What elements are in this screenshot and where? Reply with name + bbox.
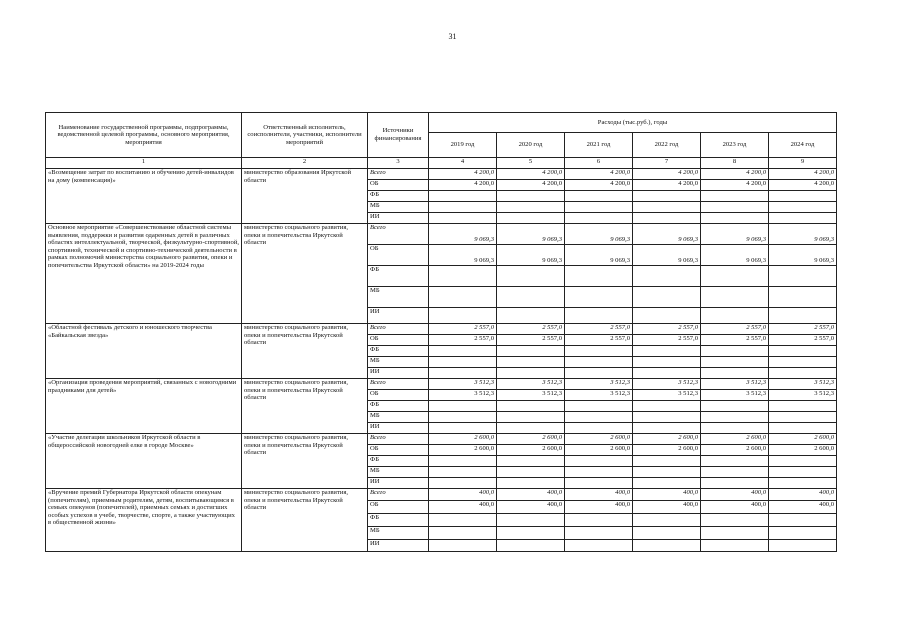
funding-source: ФБ — [368, 401, 429, 412]
column-number: 4 — [429, 158, 497, 169]
expense-value — [701, 478, 769, 489]
expense-value: 2 600,0 — [633, 434, 701, 445]
column-number-row — [46, 158, 837, 169]
header-expenses: Расходы (тыс.руб.), годы — [429, 113, 837, 133]
expense-value — [429, 202, 497, 213]
expense-value — [429, 346, 497, 357]
expense-value — [769, 213, 837, 224]
funding-source: МБ — [368, 202, 429, 213]
expense-value — [497, 478, 565, 489]
expense-value — [497, 357, 565, 368]
expense-value — [497, 368, 565, 379]
expense-value: 2 600,0 — [701, 434, 769, 445]
funding-source: ИИ — [368, 478, 429, 489]
expense-value — [633, 368, 701, 379]
expense-value: 9 069,3 — [769, 245, 837, 266]
expense-value — [769, 467, 837, 478]
expense-value — [769, 368, 837, 379]
funding-source: МБ — [368, 287, 429, 308]
expense-value: 2 557,0 — [429, 324, 497, 335]
expense-value — [701, 266, 769, 287]
header-year: 2023 год — [701, 133, 769, 158]
expense-value — [565, 346, 633, 357]
expense-value: 3 512,3 — [701, 379, 769, 390]
expense-value: 400,0 — [769, 489, 837, 501]
expense-value — [497, 412, 565, 423]
expense-value — [769, 191, 837, 202]
executor: министерство социального развития, опеки и попечительства Иркутской области — [242, 434, 368, 489]
expense-value: 400,0 — [701, 501, 769, 514]
expense-value — [633, 514, 701, 527]
expense-value: 3 512,3 — [701, 390, 769, 401]
expense-value: 4 200,0 — [429, 169, 497, 180]
funding-source: Всего — [368, 379, 429, 390]
expense-value: 9 069,3 — [497, 224, 565, 245]
expense-value: 9 069,3 — [497, 245, 565, 266]
expense-value — [565, 412, 633, 423]
expense-value — [633, 456, 701, 467]
column-number: 2 — [242, 158, 368, 169]
funding-source: ОБ — [368, 245, 429, 266]
expense-value: 4 200,0 — [497, 169, 565, 180]
expense-value: 9 069,3 — [633, 245, 701, 266]
funding-source: ОБ — [368, 335, 429, 346]
expense-value: 4 200,0 — [429, 180, 497, 191]
expense-value: 2 557,0 — [701, 335, 769, 346]
expense-value: 400,0 — [565, 489, 633, 501]
expense-value — [769, 346, 837, 357]
header-name: Наименование государственной программы, подпрограммы, ведомственной целевой программы, основного мероприятия, мероприятия — [46, 113, 242, 158]
expense-value — [769, 308, 837, 324]
expense-value — [429, 527, 497, 540]
expense-value: 400,0 — [769, 501, 837, 514]
expense-value: 9 069,3 — [565, 224, 633, 245]
expense-value: 400,0 — [429, 489, 497, 501]
expense-value: 2 600,0 — [565, 445, 633, 456]
expense-value — [633, 478, 701, 489]
expense-value: 2 600,0 — [769, 434, 837, 445]
expense-value — [633, 266, 701, 287]
column-number: 5 — [497, 158, 565, 169]
expense-value: 400,0 — [633, 501, 701, 514]
expense-value: 4 200,0 — [769, 169, 837, 180]
expense-value — [565, 368, 633, 379]
funding-source: Всего — [368, 324, 429, 335]
expense-value — [429, 423, 497, 434]
expense-value — [429, 213, 497, 224]
expense-value — [701, 357, 769, 368]
expense-value: 2 557,0 — [633, 324, 701, 335]
expense-value: 4 200,0 — [701, 180, 769, 191]
expense-value: 3 512,3 — [565, 379, 633, 390]
funding-source: Всего — [368, 489, 429, 501]
expense-value: 2 600,0 — [429, 445, 497, 456]
expense-value — [429, 266, 497, 287]
expense-value — [701, 368, 769, 379]
expense-value — [497, 308, 565, 324]
expense-value — [429, 467, 497, 478]
expense-value — [633, 527, 701, 540]
expense-value — [633, 346, 701, 357]
expense-value: 3 512,3 — [769, 379, 837, 390]
expense-value: 4 200,0 — [769, 180, 837, 191]
expense-value: 3 512,3 — [429, 379, 497, 390]
expense-value — [565, 287, 633, 308]
expense-value: 400,0 — [497, 489, 565, 501]
funding-source: ИИ — [368, 423, 429, 434]
header-year: 2020 год — [497, 133, 565, 158]
expense-value: 2 600,0 — [633, 445, 701, 456]
expense-value — [633, 308, 701, 324]
expense-value — [633, 412, 701, 423]
expense-value — [701, 191, 769, 202]
expense-value — [429, 456, 497, 467]
funding-source: ИИ — [368, 308, 429, 324]
measure-name: «Организация проведения мероприятий, связанных с новогодними праздниками для детей» — [46, 379, 242, 434]
funding-source: ФБ — [368, 266, 429, 287]
expense-value — [429, 514, 497, 527]
measure-name: Основное мероприятие «Совершенствование областной системы выявления, поддержки и развития одаренных детей в различных областях интеллектуальной, творческой, физкультурно-спортивной, спортивной, технической и спортивно-технической деятельности в рамках полномочий министерства социального развития, опеки и попечительства Иркутской области» на 2019-2024 годы — [46, 224, 242, 324]
expense-value — [633, 287, 701, 308]
table-row — [46, 379, 837, 390]
expense-value — [429, 401, 497, 412]
table-body — [46, 169, 837, 552]
expense-value: 400,0 — [701, 489, 769, 501]
expense-value — [633, 191, 701, 202]
expense-value — [701, 202, 769, 213]
expense-value — [633, 401, 701, 412]
expense-value — [769, 357, 837, 368]
table-row — [46, 324, 837, 335]
expense-value: 9 069,3 — [701, 245, 769, 266]
expense-value — [701, 287, 769, 308]
expense-value — [565, 357, 633, 368]
expense-value — [565, 308, 633, 324]
expense-value — [769, 514, 837, 527]
expense-value: 9 069,3 — [429, 224, 497, 245]
expense-value — [701, 423, 769, 434]
funding-source: Всего — [368, 434, 429, 445]
table-row — [46, 169, 837, 180]
expense-value: 2 557,0 — [497, 324, 565, 335]
funding-source: Всего — [368, 169, 429, 180]
column-number: 7 — [633, 158, 701, 169]
expense-value: 2 557,0 — [429, 335, 497, 346]
expense-value — [565, 266, 633, 287]
executor: министерство социального развития, опеки и попечительства Иркутской области — [242, 324, 368, 379]
expense-value — [701, 527, 769, 540]
column-number: 8 — [701, 158, 769, 169]
expense-value: 400,0 — [429, 501, 497, 514]
expense-value — [429, 308, 497, 324]
expense-value — [701, 213, 769, 224]
expense-value — [633, 423, 701, 434]
expense-value — [565, 467, 633, 478]
expense-value: 4 200,0 — [565, 180, 633, 191]
funding-source: Всего — [368, 224, 429, 245]
expense-value — [565, 540, 633, 552]
expense-value: 3 512,3 — [497, 379, 565, 390]
expense-value — [565, 423, 633, 434]
page-number: 31 — [448, 32, 457, 41]
expense-value: 9 069,3 — [769, 224, 837, 245]
expense-value — [429, 368, 497, 379]
funding-source: МБ — [368, 467, 429, 478]
funding-source: ФБ — [368, 346, 429, 357]
expense-value: 2 600,0 — [565, 434, 633, 445]
funding-source: ОБ — [368, 501, 429, 514]
column-number: 9 — [769, 158, 837, 169]
expense-value — [497, 202, 565, 213]
expense-value — [633, 213, 701, 224]
expense-value — [633, 357, 701, 368]
measure-name: «Возмещение затрат по воспитанию и обучению детей-инвалидов на дому (компенсация)» — [46, 169, 242, 224]
expense-value: 2 557,0 — [565, 324, 633, 335]
expense-value — [429, 478, 497, 489]
expense-value: 4 200,0 — [701, 169, 769, 180]
funding-source: ОБ — [368, 445, 429, 456]
column-number: 1 — [46, 158, 242, 169]
expense-value: 3 512,3 — [429, 390, 497, 401]
expense-value — [497, 467, 565, 478]
measure-name: «Вручение премий Губернатора Иркутской области опекунам (попечителям), приемным родителям, детям, воспитывающимся в семьях опекунов (попечителей), приемных семьях и достигших особых успехов в учебе, творчестве, спорте, а также участвующих в общественной жизни» — [46, 489, 242, 552]
expense-value — [769, 540, 837, 552]
funding-source: ОБ — [368, 180, 429, 191]
expense-value — [497, 213, 565, 224]
expense-value — [565, 456, 633, 467]
expense-value — [769, 202, 837, 213]
expense-value — [701, 412, 769, 423]
expense-value — [565, 478, 633, 489]
measure-name: «Участие делегации школьников Иркутской области в общероссийской новогодней елке в городе Москве» — [46, 434, 242, 489]
expense-value: 400,0 — [633, 489, 701, 501]
expense-value — [497, 540, 565, 552]
funding-source: МБ — [368, 412, 429, 423]
expense-value — [701, 467, 769, 478]
expense-value: 4 200,0 — [633, 180, 701, 191]
measure-name: «Областной фестиваль детского и юношеского творчества «Байкальская звезда» — [46, 324, 242, 379]
expense-value: 4 200,0 — [497, 180, 565, 191]
expense-value — [565, 401, 633, 412]
funding-source: ИИ — [368, 540, 429, 552]
expense-value — [701, 346, 769, 357]
executor: министерство образования Иркутской области — [242, 169, 368, 224]
expense-value — [565, 191, 633, 202]
expense-value — [497, 191, 565, 202]
executor: министерство социального развития, опеки и попечительства Иркутской области — [242, 489, 368, 552]
expense-value — [769, 527, 837, 540]
expense-value: 4 200,0 — [633, 169, 701, 180]
table-row — [46, 489, 837, 501]
expense-value: 3 512,3 — [633, 379, 701, 390]
expense-value — [769, 456, 837, 467]
expense-value — [497, 287, 565, 308]
expense-value — [769, 423, 837, 434]
expense-value — [769, 401, 837, 412]
expense-value: 3 512,3 — [565, 390, 633, 401]
expense-value: 2 600,0 — [701, 445, 769, 456]
expense-value: 400,0 — [565, 501, 633, 514]
expense-value — [633, 202, 701, 213]
expense-value: 2 557,0 — [701, 324, 769, 335]
expense-value — [769, 287, 837, 308]
expense-value: 2 557,0 — [769, 324, 837, 335]
header-year: 2021 год — [565, 133, 633, 158]
expense-value — [633, 540, 701, 552]
expense-value — [429, 191, 497, 202]
expense-value — [497, 423, 565, 434]
header-year: 2022 год — [633, 133, 701, 158]
expense-value — [429, 357, 497, 368]
expense-value — [429, 412, 497, 423]
expense-value — [565, 527, 633, 540]
expense-value — [633, 467, 701, 478]
expense-value: 4 200,0 — [565, 169, 633, 180]
expense-value: 2 600,0 — [769, 445, 837, 456]
expense-value — [701, 540, 769, 552]
funding-source: ФБ — [368, 514, 429, 527]
funding-source: МБ — [368, 527, 429, 540]
table-row — [46, 434, 837, 445]
expense-value: 9 069,3 — [429, 245, 497, 266]
expense-value — [565, 213, 633, 224]
header-year: 2019 год — [429, 133, 497, 158]
expense-value — [701, 456, 769, 467]
expense-value — [701, 401, 769, 412]
funding-source: ОБ — [368, 390, 429, 401]
expense-value: 2 557,0 — [497, 335, 565, 346]
expense-value: 2 600,0 — [429, 434, 497, 445]
expense-value: 9 069,3 — [565, 245, 633, 266]
funding-source: ИИ — [368, 368, 429, 379]
expense-value — [497, 514, 565, 527]
expense-value: 3 512,3 — [497, 390, 565, 401]
expense-value — [769, 478, 837, 489]
expense-value: 2 600,0 — [497, 434, 565, 445]
expense-value — [429, 540, 497, 552]
expense-value — [701, 308, 769, 324]
expense-value — [497, 527, 565, 540]
header-source: Источники финансирования — [368, 113, 429, 158]
executor: министерство социального развития, опеки и попечительства Иркутской области — [242, 379, 368, 434]
expense-value — [497, 401, 565, 412]
column-number: 6 — [565, 158, 633, 169]
expense-value — [769, 266, 837, 287]
header-year: 2024 год — [769, 133, 837, 158]
budget-table — [45, 112, 837, 552]
expense-value: 2 557,0 — [633, 335, 701, 346]
funding-source: МБ — [368, 357, 429, 368]
expense-value — [497, 456, 565, 467]
expense-value — [497, 266, 565, 287]
expense-value: 3 512,3 — [769, 390, 837, 401]
expense-value: 3 512,3 — [633, 390, 701, 401]
expense-value — [701, 514, 769, 527]
table-row — [46, 224, 837, 245]
expense-value: 2 600,0 — [497, 445, 565, 456]
funding-source: ФБ — [368, 456, 429, 467]
executor: министерство социального развития, опеки и попечительства Иркутской области — [242, 224, 368, 324]
expense-value: 2 557,0 — [769, 335, 837, 346]
expense-value — [429, 287, 497, 308]
expense-value — [565, 514, 633, 527]
expense-value — [497, 346, 565, 357]
expense-value — [769, 412, 837, 423]
expense-value: 2 557,0 — [565, 335, 633, 346]
header-executor: Ответственный исполнитель, соисполнители, участники, исполнители мероприятий — [242, 113, 368, 158]
expense-value: 400,0 — [497, 501, 565, 514]
expense-value: 9 069,3 — [701, 224, 769, 245]
expense-value — [565, 202, 633, 213]
funding-source: ИИ — [368, 213, 429, 224]
column-number: 3 — [368, 158, 429, 169]
funding-source: ФБ — [368, 191, 429, 202]
expense-value: 9 069,3 — [633, 224, 701, 245]
